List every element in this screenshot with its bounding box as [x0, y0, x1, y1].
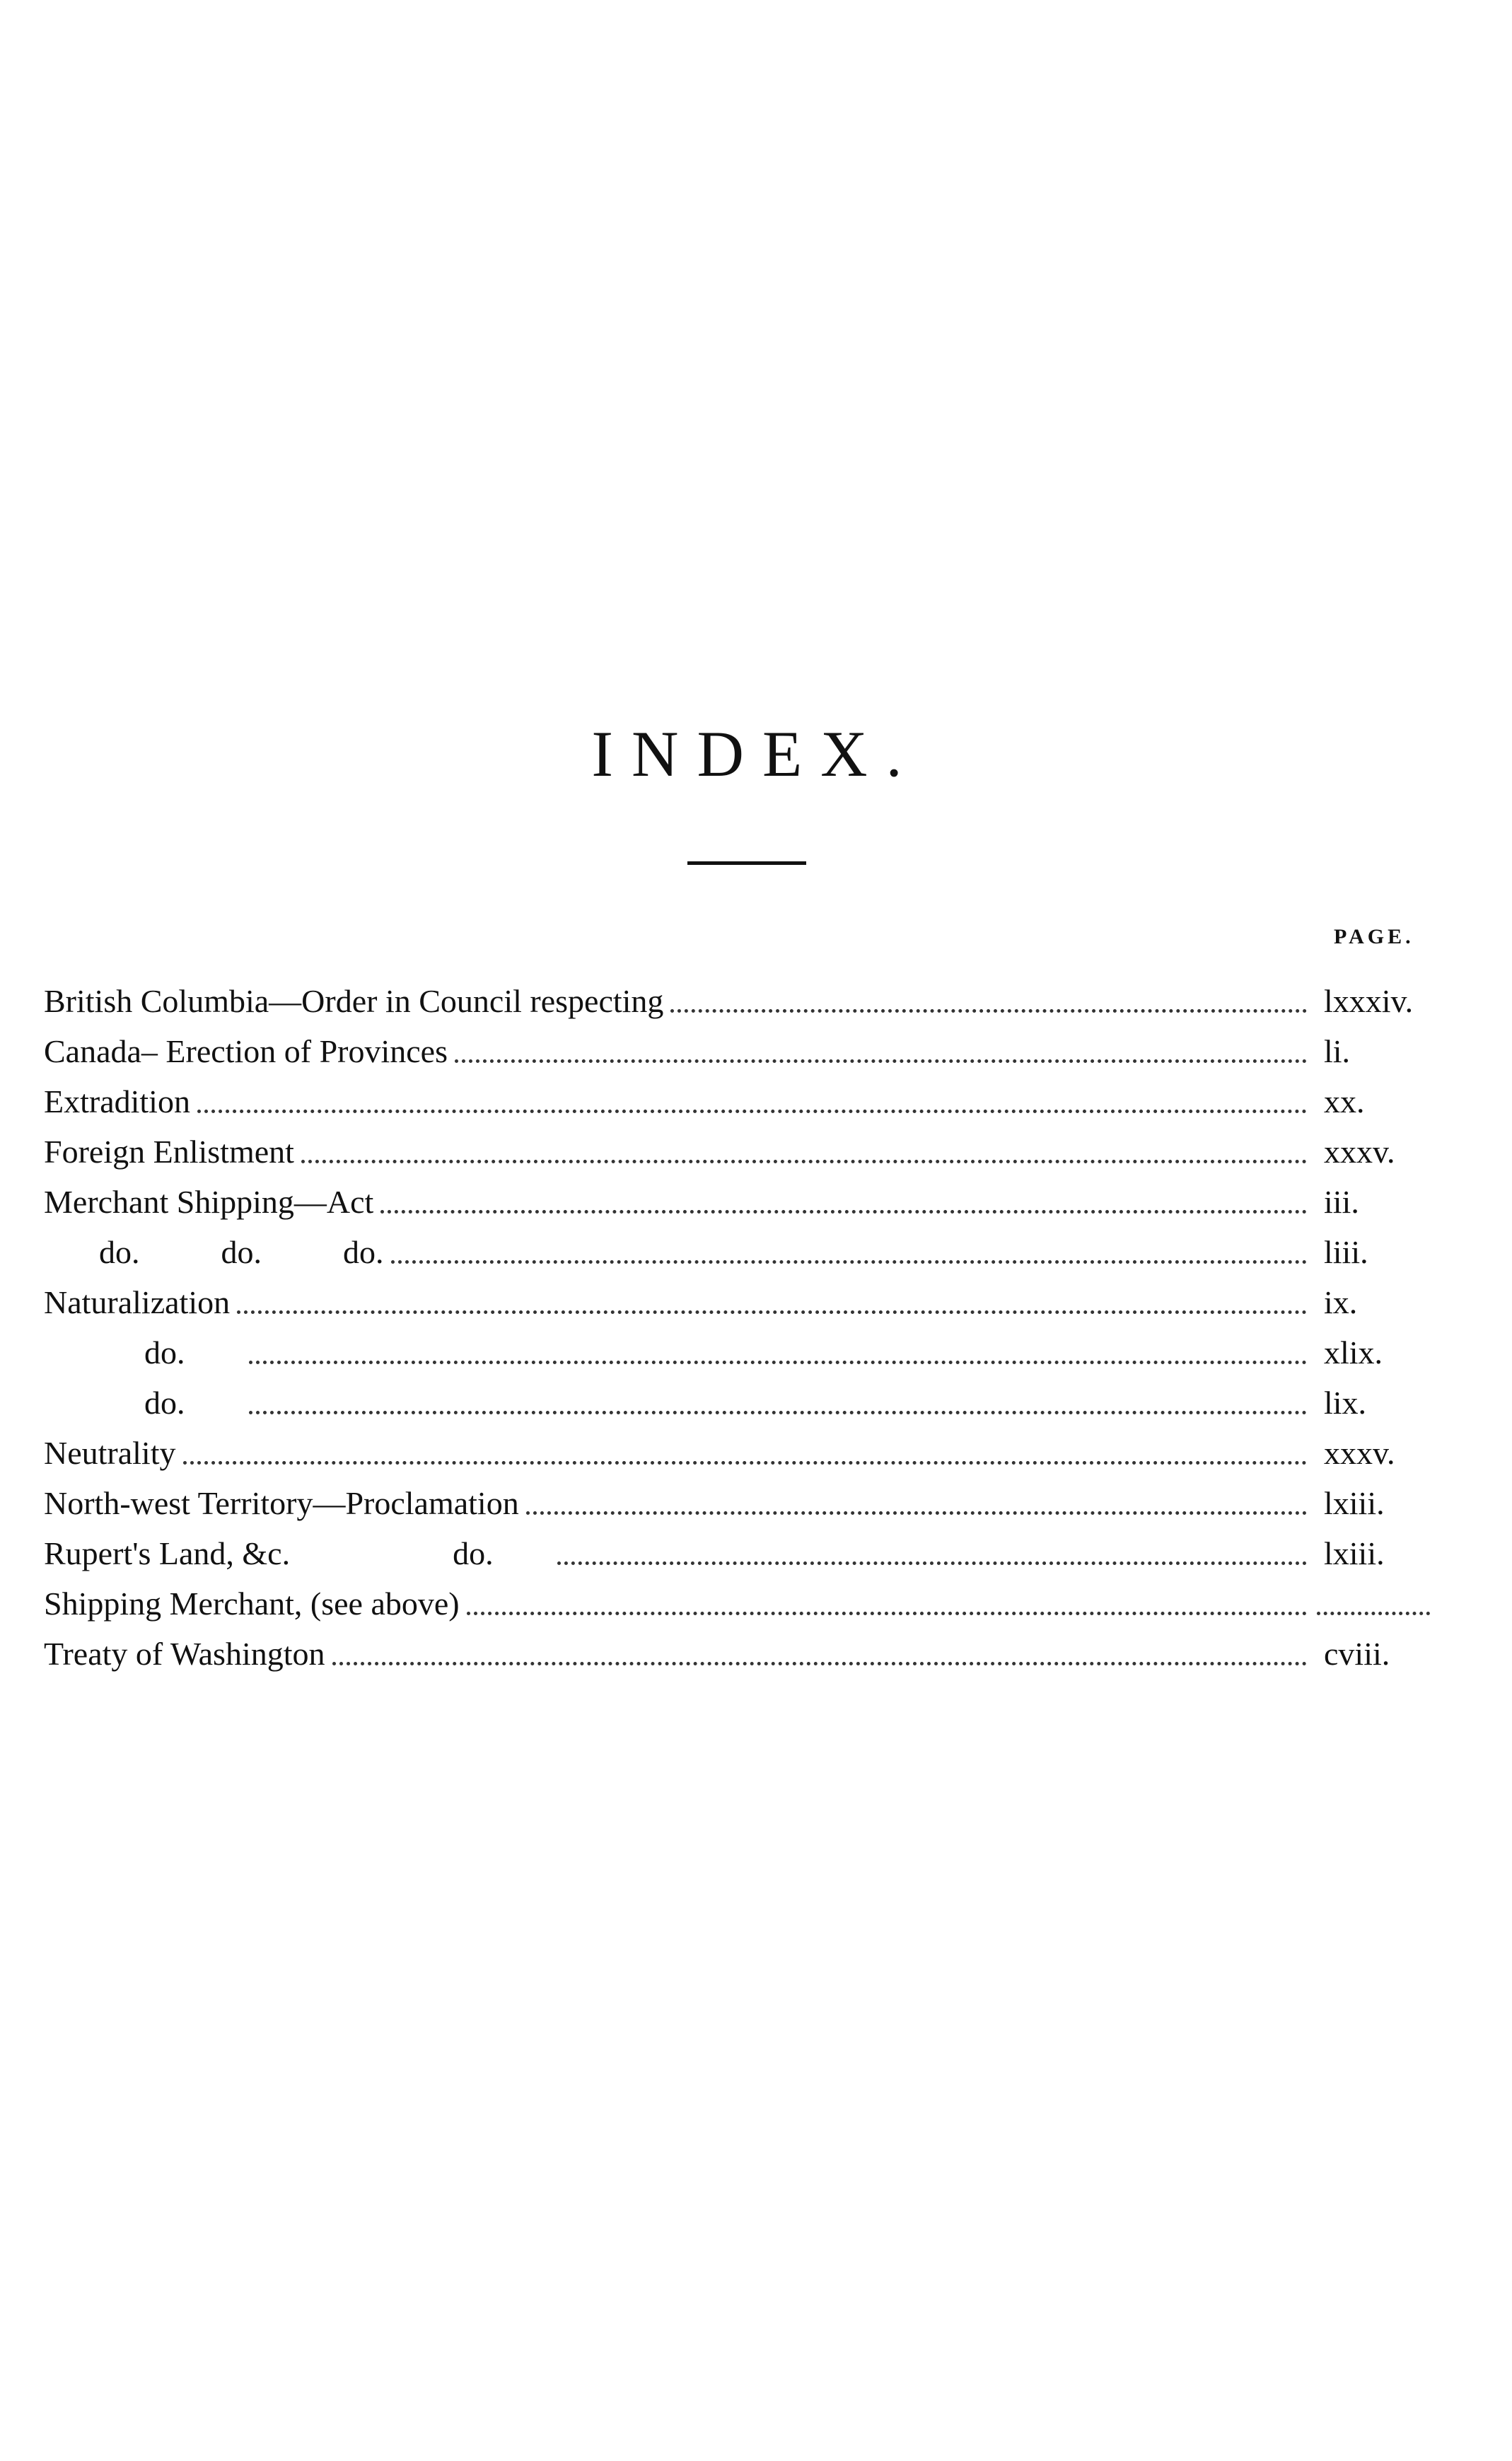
index-entries	[44, 976, 1458, 1679]
index-entry	[44, 1428, 1458, 1478]
entry-page: xlix.	[1324, 1334, 1383, 1371]
index-entry	[44, 1478, 1458, 1528]
entry-page: li.	[1324, 1033, 1351, 1069]
entry-page: liii.	[1324, 1234, 1368, 1270]
entry-label: North-west Territory—Proclamation	[44, 1485, 519, 1521]
entry-label: Treaty of Washington	[44, 1636, 325, 1672]
dot-leader	[183, 1461, 1308, 1465]
entry-page: xx.	[1324, 1083, 1365, 1119]
dot-leader	[237, 1310, 1307, 1314]
entry-label: Naturalization	[44, 1284, 231, 1320]
dot-leader	[526, 1511, 1307, 1515]
dot-leader	[249, 1411, 1308, 1414]
entry-label: do. do. do.	[99, 1234, 384, 1270]
index-entry	[44, 1378, 1458, 1428]
index-entry	[44, 976, 1458, 1026]
dot-leader	[197, 1110, 1307, 1113]
dot-leader	[380, 1210, 1307, 1214]
entry-page: lxxxiv.	[1324, 983, 1414, 1019]
index-entry	[44, 1277, 1458, 1327]
page-column-header: PAGE.	[1334, 925, 1414, 948]
entry-label: Rupert's Land, &c. do.	[44, 1535, 494, 1571]
entry-label: do.	[144, 1385, 185, 1421]
dot-leader	[332, 1662, 1307, 1665]
index-entry	[44, 1227, 1458, 1277]
index-entry	[44, 1327, 1458, 1378]
entry-label: Neutrality	[44, 1435, 176, 1471]
entry-label: Foreign Enlistment	[44, 1134, 294, 1170]
entry-label: Merchant Shipping—Act	[44, 1184, 374, 1220]
entry-label: Extradition	[44, 1083, 190, 1119]
index-entry	[44, 1629, 1458, 1679]
entry-label: Shipping Merchant, (see above)	[44, 1586, 460, 1622]
index-entry	[44, 1026, 1458, 1076]
index-entry	[44, 1076, 1458, 1127]
dot-leader	[391, 1260, 1308, 1264]
dot-leader	[301, 1160, 1307, 1163]
entry-page	[1317, 1612, 1430, 1615]
entry-page: cviii.	[1324, 1636, 1390, 1672]
entry-label: do.	[144, 1334, 185, 1371]
entry-page: iii.	[1324, 1184, 1359, 1220]
dot-leader	[455, 1059, 1307, 1063]
dot-leader	[467, 1612, 1307, 1615]
entry-page: lxiii.	[1324, 1485, 1385, 1521]
entry-page: ix.	[1324, 1284, 1358, 1320]
entry-label: British Columbia—Order in Council respecting	[44, 983, 664, 1019]
index-entry	[44, 1177, 1458, 1227]
entry-page: lix.	[1324, 1385, 1367, 1421]
index-entry	[44, 1528, 1458, 1578]
page-title: INDEX.	[591, 718, 921, 790]
dot-leader	[670, 1009, 1307, 1013]
title-rule	[687, 861, 806, 865]
entry-page: xxxv.	[1324, 1134, 1395, 1170]
entry-page: lxiii.	[1324, 1535, 1385, 1571]
index-entry	[44, 1127, 1458, 1177]
index-entry	[44, 1578, 1458, 1629]
entry-label: Canada– Erection of Provinces	[44, 1033, 448, 1069]
entry-page: xxxv.	[1324, 1435, 1395, 1471]
dot-leader	[557, 1561, 1307, 1565]
dot-leader	[249, 1361, 1308, 1364]
